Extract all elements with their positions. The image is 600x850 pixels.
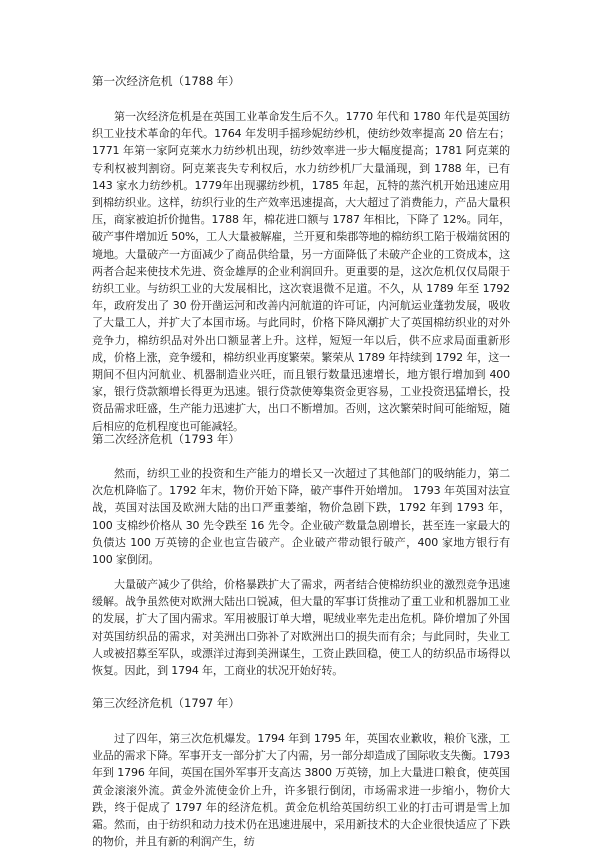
section-1-title: 第一次经济危机（1788 年）	[92, 74, 240, 88]
section-3-title: 第三次经济危机（1797 年）	[92, 696, 240, 710]
section-2-paragraph-1: 然而，纺织工业的投资和生产能力的增长又一次超过了其他部门的吸纳能力，第二次危机降临了。1792 年末，物价开始下降，破产事件开始增加。 1793 年英国对法宣战，英国对法国及欧洲大陆的出口严重萎缩，物价急剧下跌，1792 年到 1793 年，100 支棉纱价格从 30 先令跌至 16 先令。企业破产数量急剧增长，甚至连一家最大的负债达 100 万英镑的企业也宣告破产。企业破产带动银行破产，400 家地方银行有 100 家倒闭。	[92, 467, 510, 567]
section-2-paragraph-2: 大量破产减少了供给，价格暴跌扩大了需求，两者结合使棉纺织业的激烈竞争迅速缓解。战争虽然使对欧洲大陆出口锐减，但大量的军事订货推动了重工业和机器加工业的发展，扩大了国内需求。军用被服订单大增，呢绒业率先走出危机。降价增加了外国对英国纺织品的需求，对美洲出口弥补了对欧洲出口的损失而有余；与此同时，失业工人或被招募至军队，或漂洋过海到美洲谋生，工资止跌回稳，使工人的纺织品市场得以恢复。因此，到 1794 年，工商业的状况开始好转。	[92, 578, 510, 678]
section-1-paragraph-1: 第一次经济危机是在英国工业革命发生后不久。1770 年代和 1780 年代是英国纺织工业技术革命的年代。1764 年发明手摇珍妮纺纱机，使纺纱效率提高 20 倍左右；1771 年第一家阿克莱水力纺纱机出现，纺纱效率进一步大幅度提高；1781 阿克莱的专利权被判割窃。阿克莱丧失专利权后，水力纺纱机厂大量涌现，到 1788 年，已有 143 家水力纺纱机。1779年出现骡纺纱机，1785 年起，瓦特的蒸汽机开始迅速应用到棉纺织业。这样，纺织行业的生产效率迅速提高，大大超过了消费能力，产品大量积压，商家被迫折价抛售。1788 年，棉花进口额与 1787 年相比，下降了 12%。同年，破产事件增加近 50%，工人大量被解雇，兰开夏和柴郡等地的棉纺织工陷于极端贫困的境地。大量破产一方面减少了商品供给量，另一方面降低了未破产企业的工资成本，这两者合起来使技术先进、资金雄厚的企业利润回升。更重要的是，这次危机仅仅局限于纺织工业。与纺织工业的大发展相比，这次衰退微不足道。不久，从 1789 年至 1792 年，政府发出了 30 份开凿运河和改善内河航道的许可证，内河航运业蓬勃发展，吸收了大量工人，并扩大了本国市场。与此同时，价格下降风潮扩大了英国棉纺织业的对外竞争力，棉纺织品对外出口额显著上升。这样，短短一年以后，供不应求局面重新形成，价格上涨，竞争缓和，棉纺织业再度繁荣。繁荣从 1789 年持续到 1792 年，这一期间不但内河航业、机器制造业兴旺，而且银行数量迅速增长，地方银行增加到 400 家，银行贷款额增长得更为迅速。银行贷款使筹集资金更容易，工业投资迅猛增长，投资品需求旺盛，生产能力迅速扩大，出口不断增加。否则，这次繁荣时间可能缩短，随后相应的危机程度也可能减轻。	[92, 110, 510, 433]
section-3-paragraph-1: 过了四年，第三次危机爆发。1794 年到 1795 年，英国农业歉收，粮价飞涨，工业品的需求下降。军事开支一部分扩大了内需，另一部分却造成了国际收支失衡。1793 年到 1796 年间，英国在国外军事开支高达 3800 万英镑，加上大量进口粮食，使英国黄金滚滚外流。黄金外流使金价上升，许多银行倒闭，市场需求进一步缩小，物价大跌，终于促成了 1797 年的经济危机。黄金危机给英国纺织工业的打击可谓是雪上加霜。然而，由于纺织和动力技术仍在迅速进展中，采用新技术的大企业很快适应了下跌的物价，并且有新的利润产生，纺	[92, 732, 510, 849]
section-2-title: 第二次经济危机（1793 年）	[92, 432, 240, 446]
